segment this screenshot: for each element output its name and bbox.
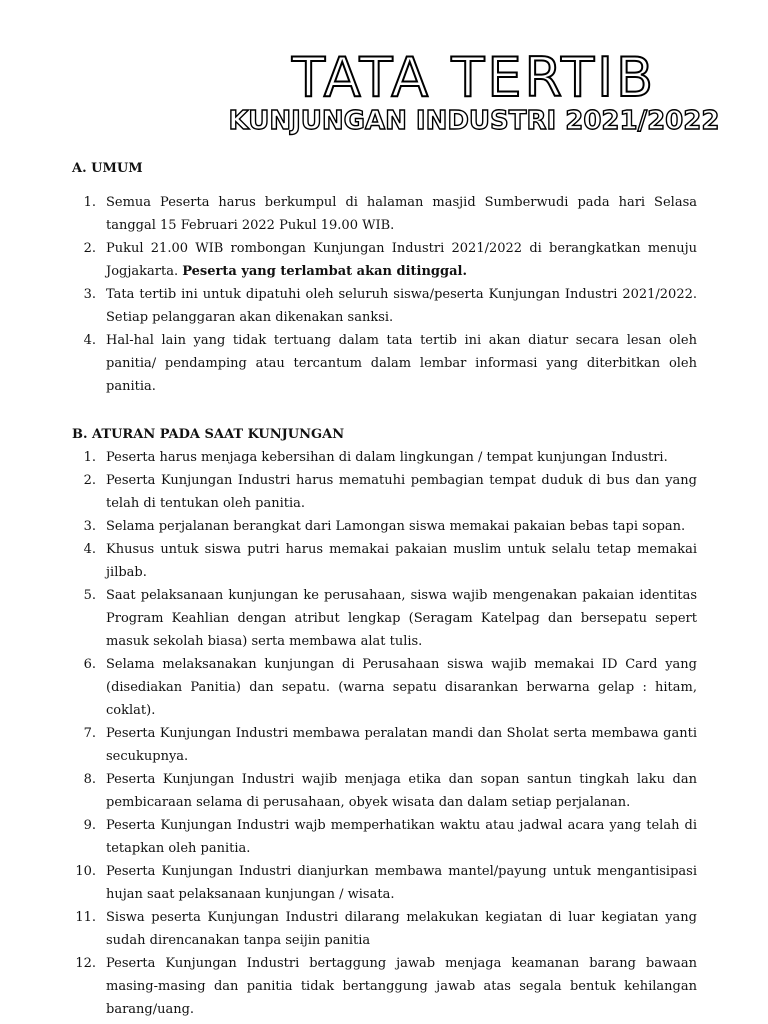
document-body	[72, 157, 697, 1021]
list-item	[72, 237, 697, 283]
section-heading-visit-rules: B. ATURAN PADA SAAT KUNJUNGAN	[72, 427, 345, 442]
list-number: 3.	[83, 287, 96, 302]
list-item	[72, 446, 697, 469]
section-heading-general: A. UMUM	[72, 161, 143, 176]
document-title: TATA TERTIB	[291, 46, 657, 109]
list-item	[72, 768, 697, 814]
list-text: Selama perjalanan berangkat dari Lamongan siswa memakai pakaian bebas tapi sopan.	[106, 519, 686, 534]
list-number: 3.	[83, 519, 96, 534]
list-item	[72, 515, 697, 538]
section-general	[72, 157, 697, 398]
list-number: 4.	[83, 333, 96, 348]
list-item	[72, 469, 697, 515]
list-number: 2.	[83, 241, 96, 256]
list-text: Siswa peserta Kunjungan Industri dilarang melakukan kegiatan di luar kegiatan yang sudah direncanakan tanpa seijin panitia	[106, 910, 697, 948]
list-text: Semua Peserta harus berkumpul di halaman masjid Sumberwudi pada hari Selasa tanggal 15 Februari 2022 Pukul 19.00 WIB.	[106, 195, 697, 233]
list-item	[72, 653, 697, 722]
document-subtitle: KUNJUNGAN INDUSTRI 2021/2022	[228, 106, 720, 136]
list-number: 12.	[75, 956, 96, 971]
list-item	[72, 722, 697, 768]
list-text: Peserta Kunjungan Industri bertaggung jawab menjaga keamanan barang bawaan masing-masing dan panitia tidak bertanggung jawab atas segala bentuk kehilangan barang/uang.	[106, 956, 697, 1017]
list-item	[72, 329, 697, 398]
list-item	[72, 906, 697, 952]
list-item	[72, 538, 697, 584]
list-number: 1.	[83, 195, 96, 210]
list-number: 10.	[75, 864, 96, 879]
list-text: Peserta Kunjungan Industri wajib menjaga etika dan sopan santun tingkah laku dan pembicaraan selama di perusahaan, obyek wisata dan dalam setiap perjalanan.	[106, 772, 697, 810]
list-item	[72, 191, 697, 237]
list-text: Peserta Kunjungan Industri harus mematuhi pembagian tempat duduk di bus dan yang telah di tentukan oleh panitia.	[106, 473, 697, 511]
list-item	[72, 814, 697, 860]
late-warning: Peserta yang terlambat akan ditinggal.	[182, 264, 467, 279]
list-number: 2.	[83, 473, 96, 488]
list-text: Peserta Kunjungan Industri membawa peralatan mandi dan Sholat serta membawa ganti secukupnya.	[106, 726, 697, 764]
list-number: 4.	[83, 542, 96, 557]
list-number: 11.	[75, 910, 96, 925]
list-text: Selama melaksanakan kunjungan di Perusahaan siswa wajib memakai ID Card yang (disediakan Panitia) dan sepatu. (warna sepatu disarankan berwarna gelap : hitam, coklat).	[106, 657, 697, 718]
visit-rules-list	[72, 446, 697, 1021]
list-text: Tata tertib ini untuk dipatuhi oleh seluruh siswa/peserta Kunjungan Industri 2021/2022. Setiap pelanggaran akan dikenakan sanksi.	[106, 287, 697, 325]
list-number: 1.	[83, 450, 96, 465]
list-text: Peserta harus menjaga kebersihan di dalam lingkungan / tempat kunjungan Industri.	[106, 450, 668, 465]
list-text: Peserta Kunjungan Industri dianjurkan membawa mantel/payung untuk mengantisipasi hujan saat pelaksanaan kunjungan / wisata.	[106, 864, 697, 902]
list-number: 6.	[83, 657, 96, 672]
list-item	[72, 283, 697, 329]
list-text: Khusus untuk siswa putri harus memakai pakaian muslim untuk selalu tetap memakai jilbab.	[106, 542, 697, 580]
list-text: Pukul 21.00 WIB rombongan Kunjungan Industri 2021/2022 di berangkatkan menuju Jogjakarta. Peserta yang terlambat akan ditinggal.	[106, 241, 697, 279]
list-number: 8.	[83, 772, 96, 787]
list-number: 5.	[83, 588, 96, 603]
list-number: 7.	[83, 726, 96, 741]
list-item	[72, 952, 697, 1021]
general-rules-list	[72, 191, 697, 398]
list-text: Hal-hal lain yang tidak tertuang dalam tata tertib ini akan diatur secara lesan oleh panitia/ pendamping atau tercantum dalam lembar informasi yang diterbitkan oleh panitia.	[106, 333, 697, 394]
list-number: 9.	[83, 818, 96, 833]
list-text: Saat pelaksanaan kunjungan ke perusahaan, siswa wajib mengenakan pakaian identitas Program Keahlian dengan atribut lengkap (Seragam Katelpag dan bersepatu sepert masuk sekolah biasa) serta membawa alat tulis.	[106, 588, 697, 649]
section-visit-rules	[72, 423, 697, 1021]
list-item	[72, 860, 697, 906]
document-header	[0, 46, 768, 136]
list-item	[72, 584, 697, 653]
list-text: Peserta Kunjungan Industri wajb memperhatikan waktu atau jadwal acara yang telah di tetapkan oleh panitia.	[106, 818, 697, 856]
